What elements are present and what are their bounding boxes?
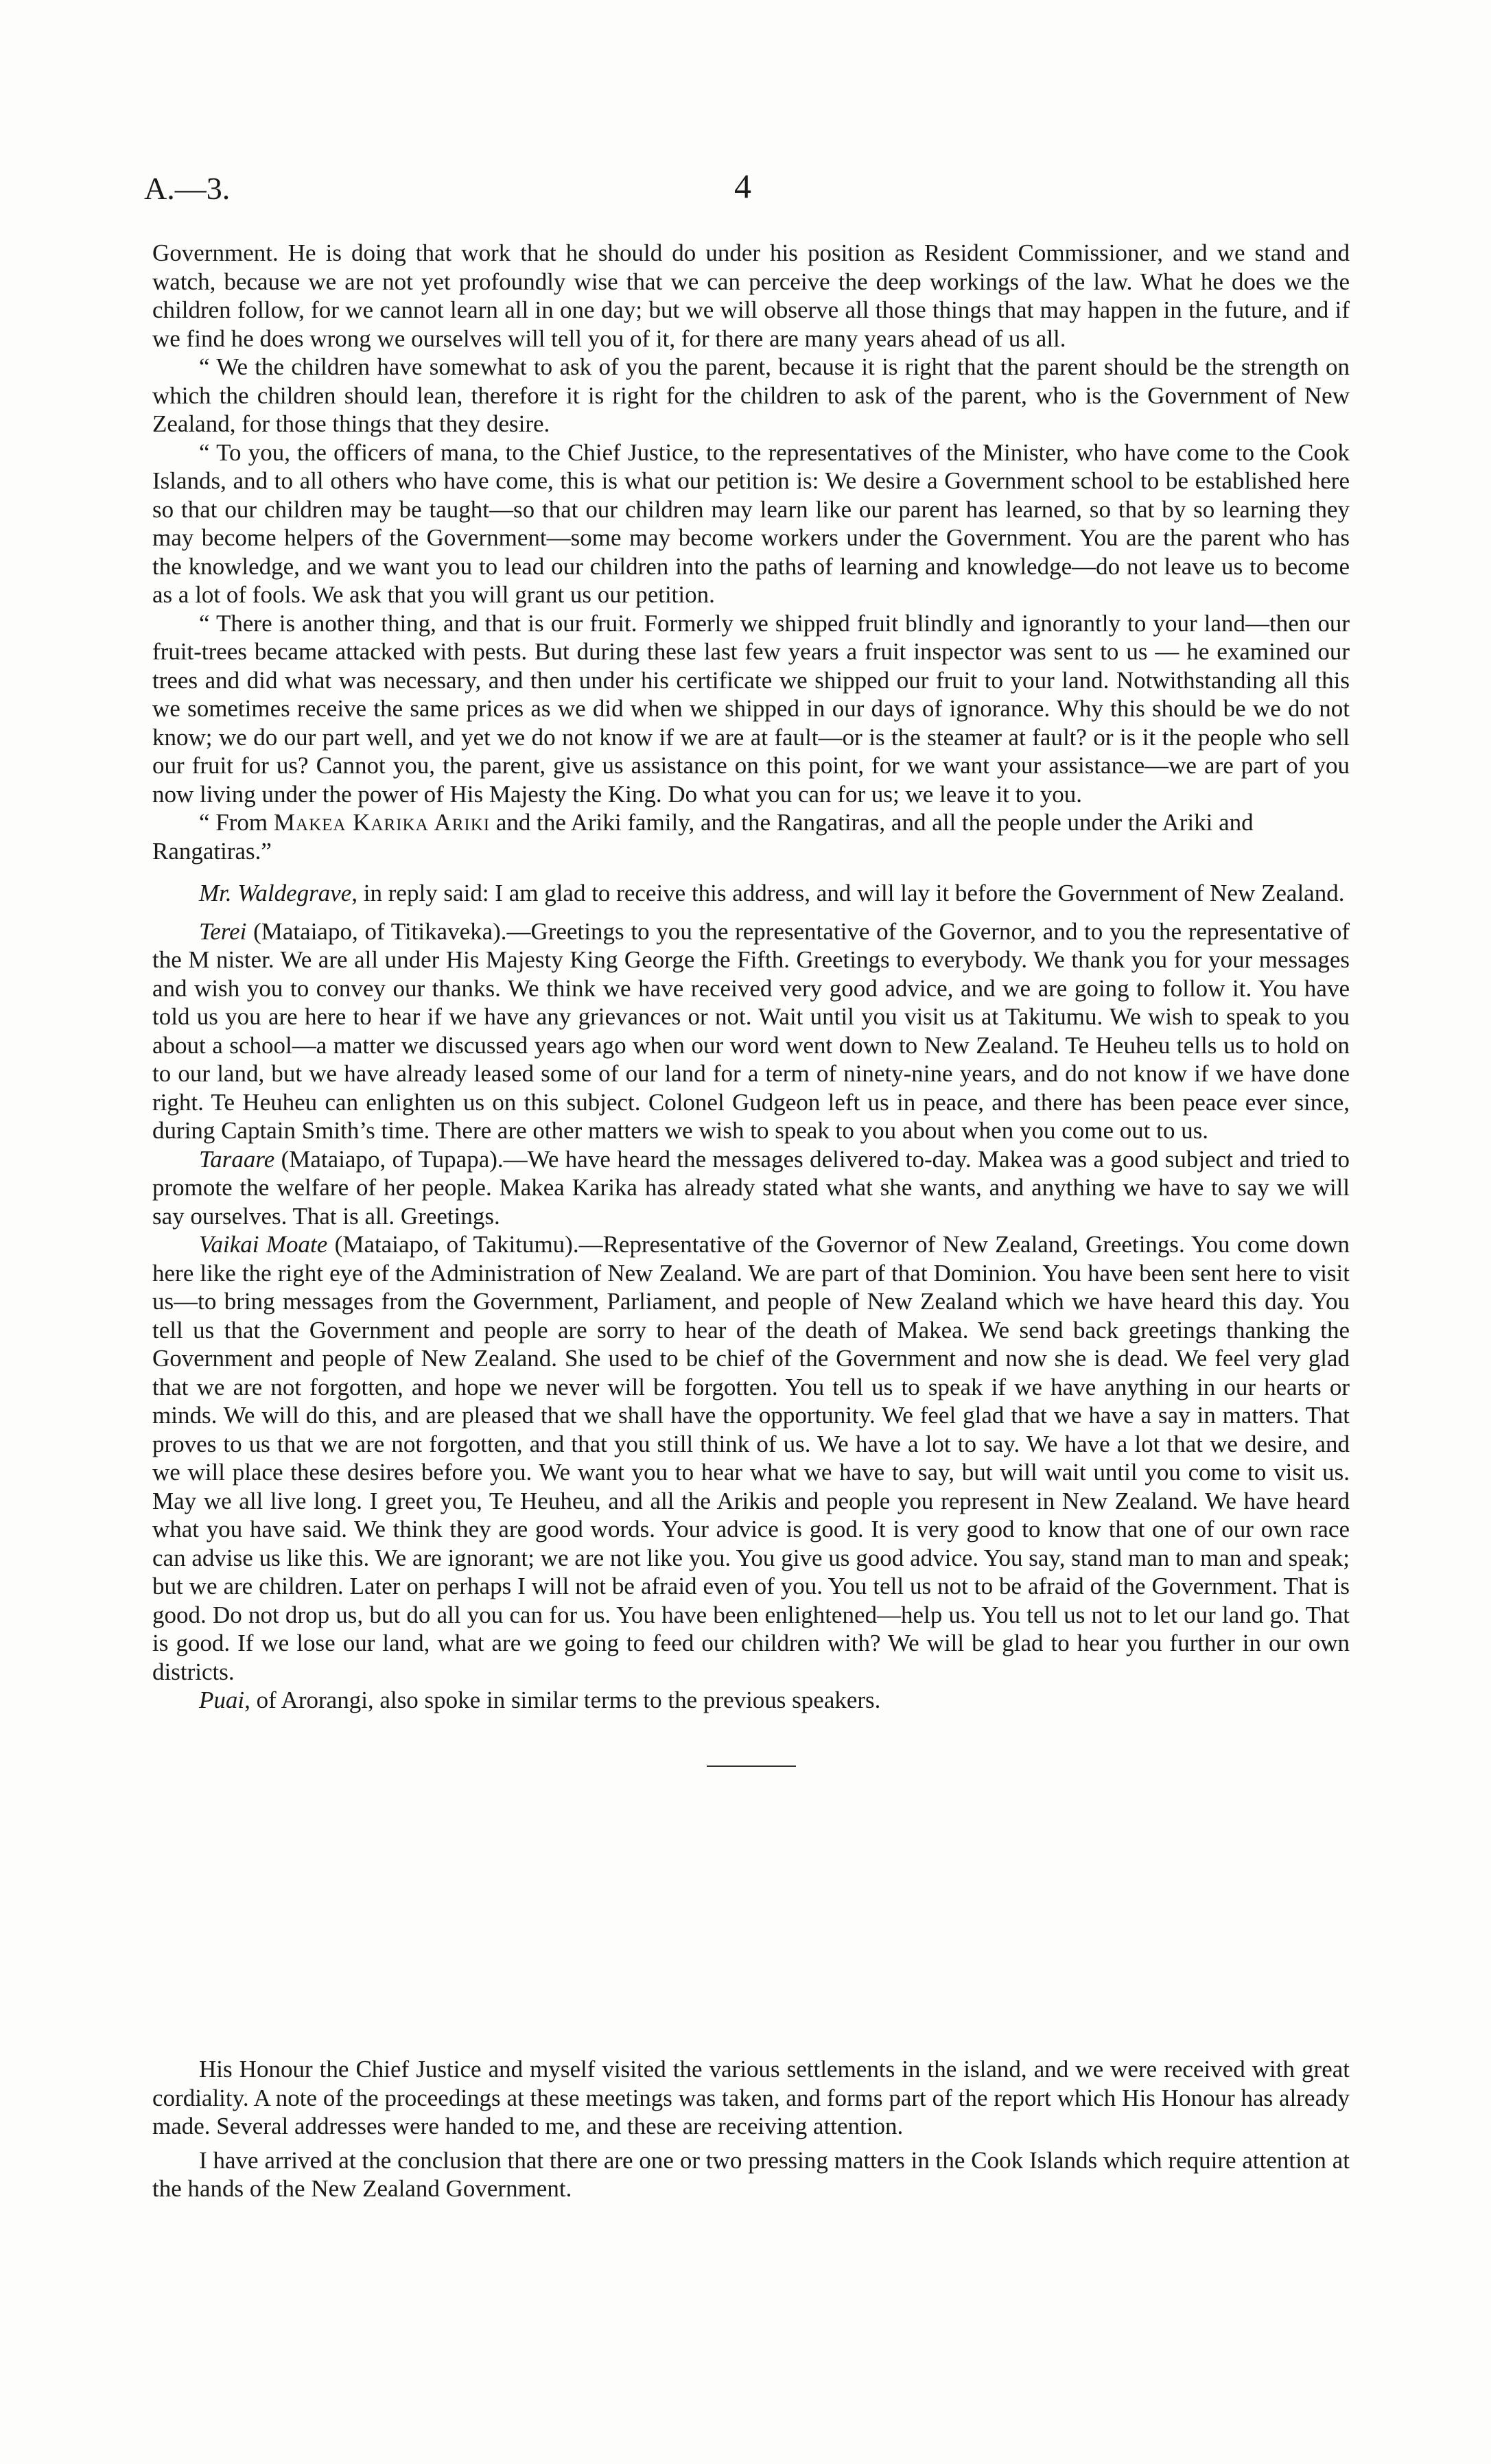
speech-vaikai-moate — [152, 1230, 1350, 1686]
speaker-name: Puai, — [199, 1687, 250, 1713]
speech-text: of Arorangi, also spoke in similar terms to the previous speakers. — [250, 1687, 881, 1713]
speaker-name: Taraare — [199, 1145, 275, 1173]
speaker-name: Mr. Waldegrave, — [199, 880, 358, 906]
page-number: 4 — [734, 167, 751, 205]
speech-terei — [152, 917, 1350, 1145]
paragraph-continuation: Government. He is doing that work that he should do under his position as Resident Commissioner, and we stand and watch, because we are not yet profoundly wise that we can perceive the deep workings of the law. What he does we the children follow, for we cannot learn all in one day; but we will observe all those things that may happen in the future, and if we find he does wrong we ourselves will tell you of it, for there are many years ahead of us all. — [152, 239, 1350, 352]
speech-text: (Mataiapo, of Titikaveka).—Greetings to you the representative of the Governor, and to you the representative of the M nister. We are all under His Majesty King George the Fifth. Greetings to everybody. We thank you for your messages and wish you to convey our thanks. We think we have received very good advice, and we are going to follow it. You have told us you are here to hear if we have any grievances or not. Wait until you visit us at Takitumu. We wish to speak to you about a school—a matter we discussed years ago when our word went down to New Zealand. Te Heuheu tells us to hold on to our land, but we have already leased some of our land for a term of ninety-nine years, and do not know if we have done right. Te Heuheu can enlighten us on this subject. Colonel Gudgeon left us in peace, and there has been peace ever since, during Captain Smith’s time. There are other matters we wish to speak to you about when you come out to us. — [152, 917, 1350, 1144]
speech-waldegrave — [152, 879, 1350, 908]
speech-puai — [152, 1686, 1350, 1715]
speaker-name: Vaikai Moate — [199, 1231, 328, 1258]
paragraph-visits: His Honour the Chief Justice and myself visited the various settlements in the island, and we were received with great cordiality. A note of the proceedings at these meetings was taken, and forms part of the report which His Honour has already made. Several addresses were handed to me, and these are receiving attention. — [152, 2056, 1350, 2139]
petition-signature — [152, 808, 1350, 865]
section-divider — [707, 1765, 796, 1767]
speaker-name: Terei — [199, 917, 247, 945]
signature-rest: and the Ariki family, and the Rangatiras, and all the people under the Ariki and Rangatiras.” — [152, 809, 1254, 865]
signature-prefix: “ From — [199, 809, 274, 836]
document-reference: A.—3. — [144, 171, 231, 206]
paragraph-fruit: “ There is another thing, and that is our fruit. Formerly we shipped fruit blindly and ignorantly to your land—then our fruit-trees became attacked with pests. But during these last few years a fruit inspector was sent to us — he examined our trees and did what was necessary, and then under his certificate we shipped our fruit to your land. Notwithstanding all this we sometimes receive the same prices as we did when we shipped in our days of ignorance. Why this should be we do not know; we do our part well, and yet we do not know if we are at fault—or is the steamer at fault? or is it the people who sell our fruit for us? Cannot you, the parent, give us assistance on this point, for we want your assistance—we are part of you now living under the power of His Majesty the King. Do what you can for us; we leave it to you. — [152, 609, 1350, 808]
report-text — [152, 2055, 1350, 2203]
page-header — [144, 167, 1359, 211]
signature-name: Makea Karika Ariki — [273, 809, 491, 836]
speech-text: (Mataiapo, of Takitumu).—Representative of the Governor of New Zealand, Greetings. You come down here like the right eye of the Administration of New Zealand. We are part of that Dominion. You have been sent here to visit us—to bring messages from the Government, Parliament, and people of New Zealand which we have heard this day. You tell us that the Government and people are sorry to hear of the death of Makea. We send back greetings thanking the Government and people of New Zealand. She used to be chief of the Government and now she is dead. We feel very glad that we are not forgotten, and hope we never will be forgotten. You tell us to speak if we have anything in our hearts or minds. We will do this, and are pleased that we shall have the opportunity. We feel glad that we have a say in matters. That proves to us that we are not forgotten, and that you still think of us. We have a lot to say. We have a lot that we desire, and we will place these desires before you. We want you to hear what we have to say, but will wait until you come to visit us. May we all live long. I greet you, Te Heuheu, and all the Arikis and people you represent in New Zealand. We have heard what you have said. We think they are good words. Your advice is good. It is very good to know that one of our own race can advise us like this. We are ignorant; we are not like you. You give us good advice. You say, stand man to man and speak; but we are children. Later on perhaps I will not be afraid even of you. You tell us not to be afraid of the Government. That is good. Do not drop us, but do all you can for us. You have been enlightened—help us. You tell us not to let our land go. That is good. If we lose our land, what are we going to feed our children with? We will be glad to hear you further in our own districts. — [152, 1231, 1350, 1685]
paragraph-school-petition: “ To you, the officers of mana, to the Chief Justice, to the representatives of the Minister, who have come to the Cook Islands, and to all others who have come, this is what our petition is: We desire a Government school to be established here so that our children may be taught—so that our children may learn like our parent has learned, so that by so learning they may become helpers of the Government—some may become workers under the Government. You are the parent who has the knowledge, and we want you to lead our children into the paths of learning and knowledge—do not leave us to become as a lot of fools. We ask that you will grant us our petition. — [152, 438, 1350, 608]
speech-text: in reply said: I am glad to receive this address, and will lay it before the Government of New Zealand. — [357, 880, 1345, 906]
paragraph-conclusion: I have arrived at the conclusion that there are one or two pressing matters in the Cook Islands which require attention at the hands of the New Zealand Government. — [152, 2146, 1350, 2202]
paragraph-children-request: “ We the children have somewhat to ask of you the parent, because it is right that the parent should be the strength on which the children should lean, therefore it is right for the children to ask of the parent, who is the Government of New Zealand, for those things that they desire. — [152, 353, 1350, 437]
speech-taraare — [152, 1145, 1350, 1231]
main-text — [152, 239, 1350, 1824]
speech-text: (Mataiapo, of Tupapa).—We have heard the messages delivered to-day. Makea was a good subject and tried to promote the welfare of her people. Makea Karika has already stated what she wants, and anything we have to say we will say ourselves. That is all. Greetings. — [152, 1145, 1350, 1230]
